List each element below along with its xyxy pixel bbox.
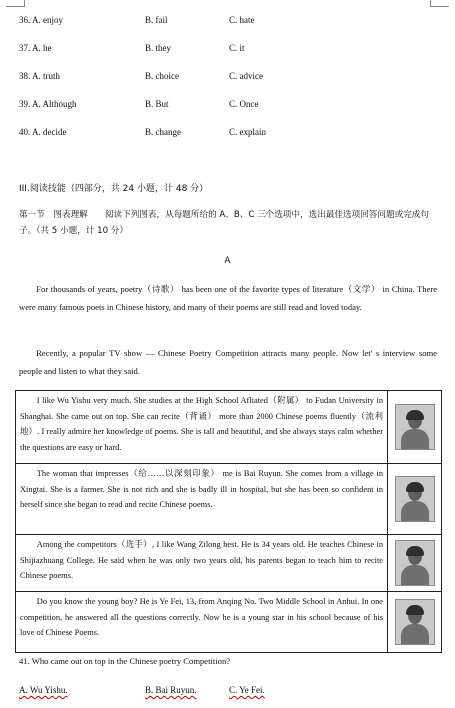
page-corner-mark	[430, 0, 449, 7]
interview-text: Do you know the young boy? He is Ye Fei, 13, from Anqing No. Two Middle School in Anhui. In one competition, he answered all the questions correctly. Now he is a young star in his school because of his love of Chinese Poems.	[20, 597, 384, 637]
paragraph-text: For thousands of years, poetry（诗歌） has been one of the favorite types of literature（文学） in China. There were many famous poets in Chinese history, and many of their poems are still read and loved today.	[19, 284, 437, 312]
option-row-39	[19, 97, 439, 111]
question-stem: 41. Who came out on top in the Chinese poetry Competition?	[19, 656, 231, 666]
option-c: C. explain	[229, 127, 266, 137]
answer-option-b: B. Bai Ruyun.	[145, 685, 197, 695]
option-b: B. fail	[145, 15, 168, 25]
option-b: B. change	[145, 127, 181, 137]
man-portrait-icon	[395, 540, 435, 586]
option-c: C. hate	[229, 15, 255, 25]
passage-label: A	[224, 256, 231, 266]
table-row	[16, 464, 442, 535]
student-portrait-icon	[395, 404, 435, 450]
option-row-38	[19, 69, 439, 83]
interview-text: I like Wu Yishu very much. She studies at the High School Afliated（附属） to Fudan University in Shanghai. She came out on top. She can recite（背诵） more than 2000 Chinese poems fluently（流利地）. I really admire her knowledge of poems. She is tall and beautiful, and she always stays calm whether the questions are easy or hard.	[20, 396, 384, 452]
boy-portrait-icon	[395, 599, 435, 645]
photo-cell	[388, 464, 442, 535]
page-corner-mark	[6, 0, 25, 7]
option-b: B. they	[145, 43, 171, 53]
intro-paragraph	[19, 281, 437, 316]
photo-cell	[388, 535, 442, 592]
option-a: 36. A. enjoy	[19, 15, 63, 25]
option-c: C. Once	[229, 99, 259, 109]
interview-text: Among the competitors（选手）, I like Wang Zilong best. He is 34 years old. He teaches Chinese in Shijiazhuang College. He said when he was only two years old, his parents began to teach him to recite Chinese poems.	[20, 540, 384, 580]
option-b: B. But	[145, 99, 169, 109]
interview-cell	[16, 592, 388, 653]
option-row-37	[19, 41, 439, 55]
option-a: 39. A. Although	[19, 99, 77, 109]
interview-table	[15, 390, 442, 653]
intro-paragraph	[19, 345, 437, 380]
interview-cell	[16, 464, 388, 535]
paragraph-text: Recently, a popular TV show — Chinese Poetry Competition attracts many people. Now let' s interview some people and listen to what they said.	[19, 348, 437, 376]
table-row	[16, 535, 442, 592]
section-instructions: 第一节 图表理解 阅读下列图表，从每题所给的 A、B、C 三个选项中，选出最佳选项回答问题或完成句子。（共 5 小题，计 10 分）	[19, 210, 429, 236]
interview-text: The woman that impresses（给……以深刻印象） me is Bai Ruyun. She comes from a village in Xingtai. She is a farmer. She is not rich and she is badly ill in hospital, but she has been so confident in herself since she began to read and recite Chinese poems.	[20, 469, 384, 509]
option-row-40	[19, 125, 439, 139]
option-b: B. choice	[145, 71, 179, 81]
table-row	[16, 391, 442, 464]
answer-option-a: A. Wu Yishu.	[19, 685, 68, 695]
option-c: C. it	[229, 43, 245, 53]
option-row-36	[19, 13, 439, 27]
option-c: C. advice	[229, 71, 263, 81]
section-title: III.阅读技能（四部分，共 24 小题，计 48 分）	[19, 184, 209, 194]
table-row	[16, 592, 442, 653]
option-a: 38. A. truth	[19, 71, 61, 81]
question-options	[19, 683, 439, 697]
woman-portrait-icon	[395, 476, 435, 522]
option-a: 40. A. decide	[19, 127, 67, 137]
photo-cell	[388, 592, 442, 653]
interview-cell	[16, 535, 388, 592]
option-a: 37. A. he	[19, 43, 52, 53]
photo-cell	[388, 391, 442, 464]
interview-cell	[16, 391, 388, 464]
answer-option-c: C. Ye Fei.	[229, 685, 265, 695]
